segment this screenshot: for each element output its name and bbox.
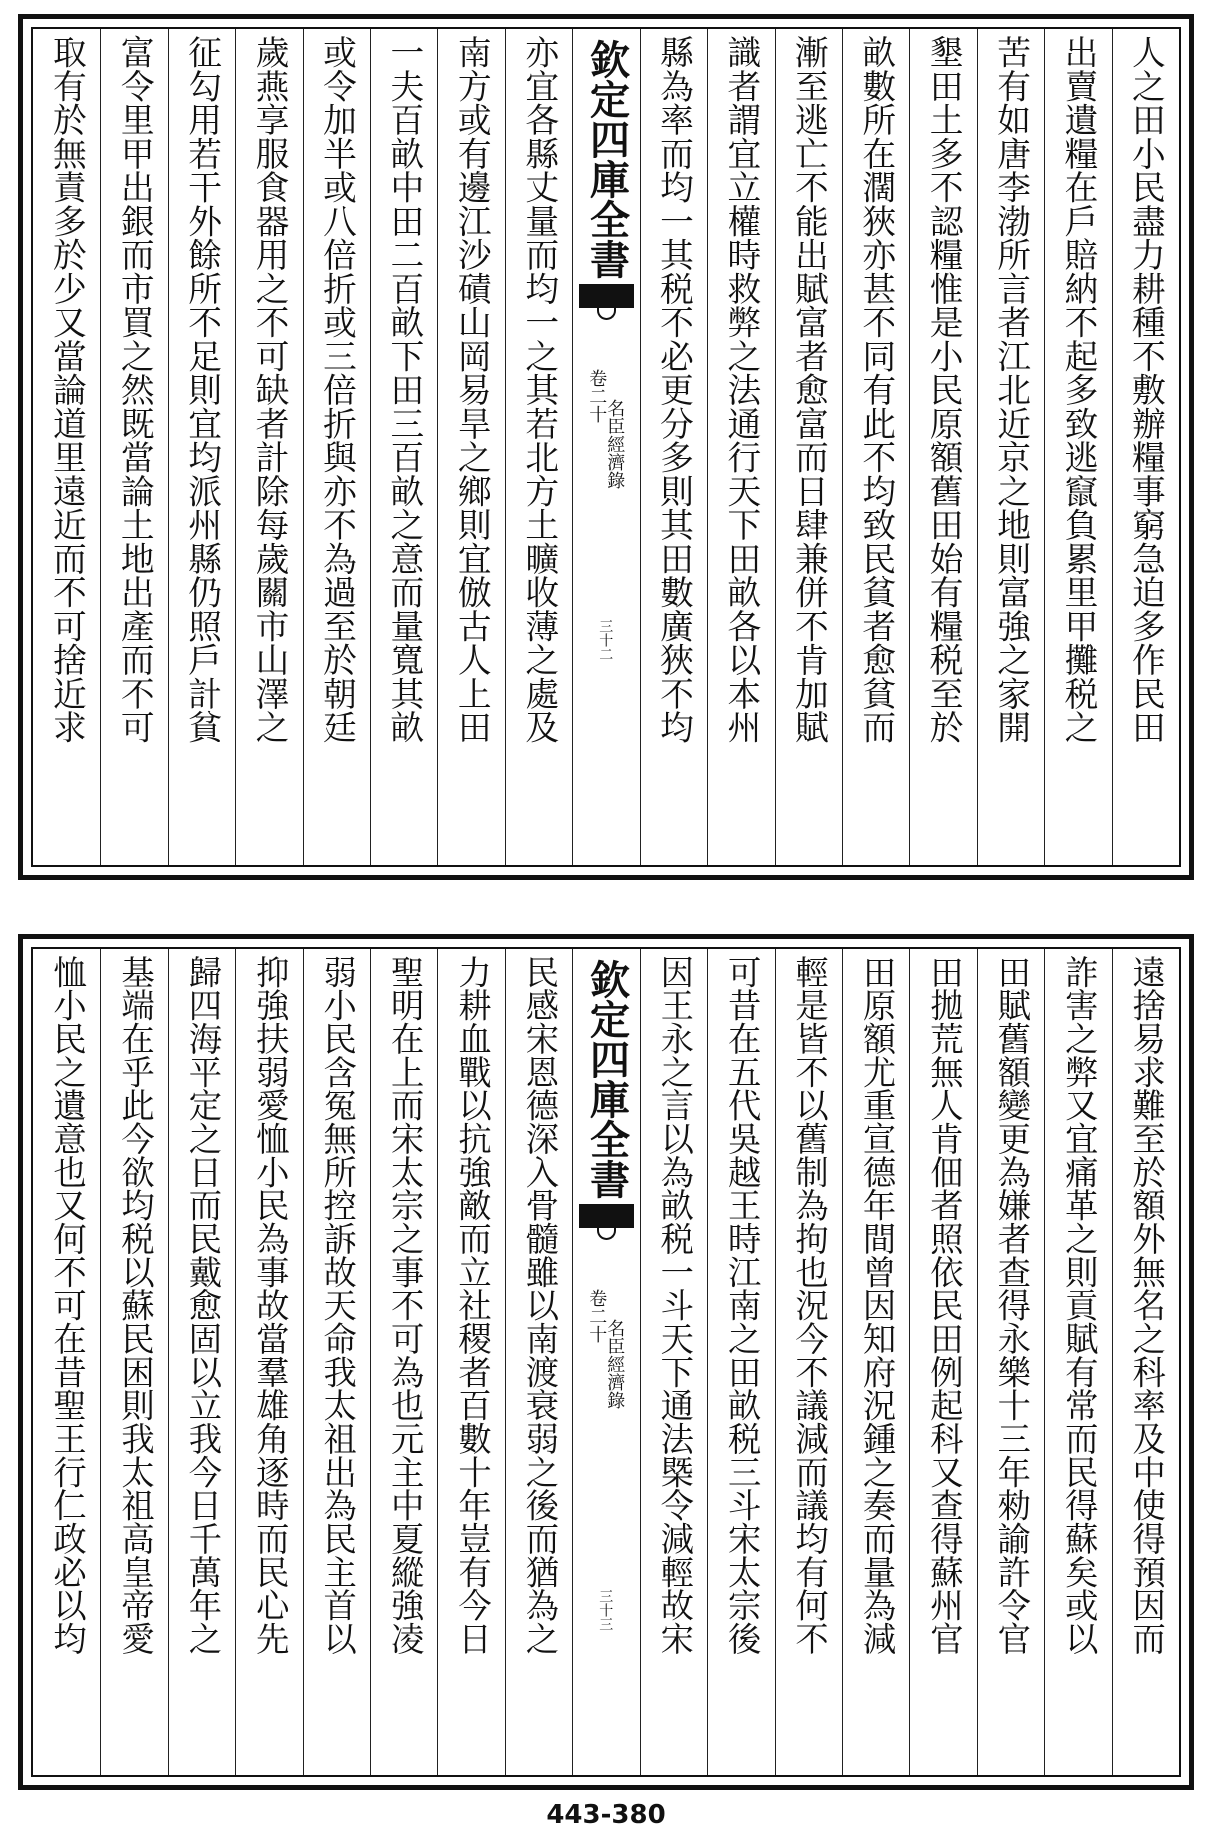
column-text: 詐害之弊又宜痛革之則貢賦有常而民得蘇矣或以 (1059, 955, 1099, 1655)
text-column (235, 949, 302, 1775)
text-column (842, 949, 909, 1775)
page-bottom (18, 934, 1194, 1790)
text-column (33, 949, 100, 1775)
column-text: 因王永之言以為畝税一斗天下通法槩令減輕故宋 (655, 955, 695, 1655)
column-text: 或令加半或八倍折或三倍折與亦不為過至於朝廷 (317, 35, 357, 744)
leaf-number: 三十二 (597, 619, 614, 661)
text-column (842, 29, 909, 865)
column-text: 苦有如唐李渤所言者江北近京之地則富強之家開 (991, 35, 1031, 744)
column-text: 征勾用若干外餘所不足則宜均派州縣仍照戶計貧 (182, 35, 222, 744)
text-column (909, 949, 976, 1775)
book-title: 名臣經濟錄 (604, 1319, 626, 1409)
text-column (303, 29, 370, 865)
page-footer-number: 443-380 (546, 1800, 666, 1830)
text-column (168, 29, 235, 865)
text-column (977, 29, 1044, 865)
text-column (977, 949, 1044, 1775)
text-column (1112, 29, 1179, 865)
column-text: 人之田小民盡力耕種不敷辦糧事窮急迫多作民田 (1126, 35, 1166, 744)
text-column (100, 949, 167, 1775)
text-column (505, 29, 572, 865)
column-text: 田賦舊額變更為嫌者查得永樂十三年勑諭許令官 (992, 955, 1032, 1655)
text-column (437, 949, 504, 1775)
juan-label: 卷二十 (586, 1289, 608, 1343)
text-column (1044, 29, 1111, 865)
column-text: 縣為率而均一其税不必更分多則其田數廣狹不均 (654, 35, 694, 744)
column-text: 一夫百畝中田二百畝下田三百畝之意而量寬其畝 (384, 35, 424, 744)
text-column (33, 29, 100, 865)
page-top (18, 14, 1194, 880)
book-title: 名臣經濟錄 (604, 399, 626, 489)
text-column (909, 29, 976, 865)
column-text: 弱小民含冤無所控訴故天命我太祖出為民主首以 (318, 955, 358, 1655)
column-text: 墾田土多不認糧惟是小民原額舊田始有糧税至於 (924, 35, 964, 744)
column-text: 取有於無責多於少又當論道里遠近而不可捨近求 (47, 35, 87, 744)
column-text: 歸四海平定之日而民戴愈固以立我今日千萬年之 (183, 955, 223, 1655)
text-column (100, 29, 167, 865)
text-column (707, 29, 774, 865)
text-column (775, 949, 842, 1775)
column-text: 出賣遺糧在戶賠納不起多致逃竄負累里甲攤税之 (1058, 35, 1098, 744)
text-column (370, 949, 437, 1775)
collection-title: 欽定四庫全書 (583, 959, 631, 1199)
column-text: 可昔在五代吳越王時江南之田畝税三斗宋太宗後 (722, 955, 762, 1655)
column-text: 力耕血戰以抗強敵而立社稷者百數十年豈有今日 (453, 955, 493, 1655)
text-column (640, 29, 707, 865)
text-column (505, 949, 572, 1775)
collection-title: 欽定四庫全書 (583, 39, 631, 279)
column-text: 抑強扶弱愛恤小民為事故當羣雄角逐時而民心先 (250, 955, 290, 1655)
column-text: 漸至逃亡不能出賦富者愈富而日肆兼併不肯加賦 (789, 35, 829, 744)
page-bottom-frame (31, 947, 1181, 1777)
text-column (168, 949, 235, 1775)
column-text: 歲燕享服食器用之不可缺者計除每歲關市山澤之 (250, 35, 290, 744)
text-column (775, 29, 842, 865)
column-text: 民感宋恩德深入骨髓雖以南渡衰弱之後而猶為之 (520, 955, 560, 1655)
page-spine (572, 949, 639, 1775)
text-column (640, 949, 707, 1775)
page-top-frame (31, 27, 1181, 867)
text-column (1044, 949, 1111, 1775)
text-column (370, 29, 437, 865)
column-text: 識者謂宜立權時救弊之法通行天下田畝各以本州 (721, 35, 761, 744)
text-column (437, 29, 504, 865)
column-text: 恤小民之遺意也又何不可在昔聖王行仁政必以均 (48, 955, 88, 1655)
column-text: 基端在乎此今欲均税以蘇民困則我太祖高皇帝愛 (115, 955, 155, 1655)
column-text: 亦宜各縣丈量而均一之其若北方土曠收薄之處及 (519, 35, 559, 744)
fishtail-mark-icon (579, 284, 633, 308)
leaf-number: 三十三 (597, 1589, 614, 1631)
fishtail-mark-icon (579, 1204, 633, 1228)
text-column (707, 949, 774, 1775)
column-text: 田拋荒無人肯佃者照依民田例起科又查得蘇州官 (924, 955, 964, 1655)
column-text: 田原額尤重宣德年間曾因知府況鍾之奏而量為減 (857, 955, 897, 1655)
juan-label: 卷二十 (586, 369, 608, 423)
text-column (1112, 949, 1179, 1775)
text-column (235, 29, 302, 865)
column-text: 輕是皆不以舊制為拘也況今不議減而議均有何不 (790, 955, 830, 1655)
text-column (303, 949, 370, 1775)
column-text: 富令里甲出銀而市買之然既當論土地出產而不可 (115, 35, 155, 744)
column-text: 畝數所在濶狹亦甚不同有此不均致民貧者愈貧而 (856, 35, 896, 744)
column-text: 南方或有邊江沙磧山岡易旱之鄉則宜倣古人上田 (452, 35, 492, 744)
column-text: 遠捨易求難至於額外無名之科率及中使得預因而 (1127, 955, 1167, 1655)
column-text: 聖明在上而宋太宗之事不可為也元主中夏縱強凌 (385, 955, 425, 1655)
page-spine (572, 29, 639, 865)
